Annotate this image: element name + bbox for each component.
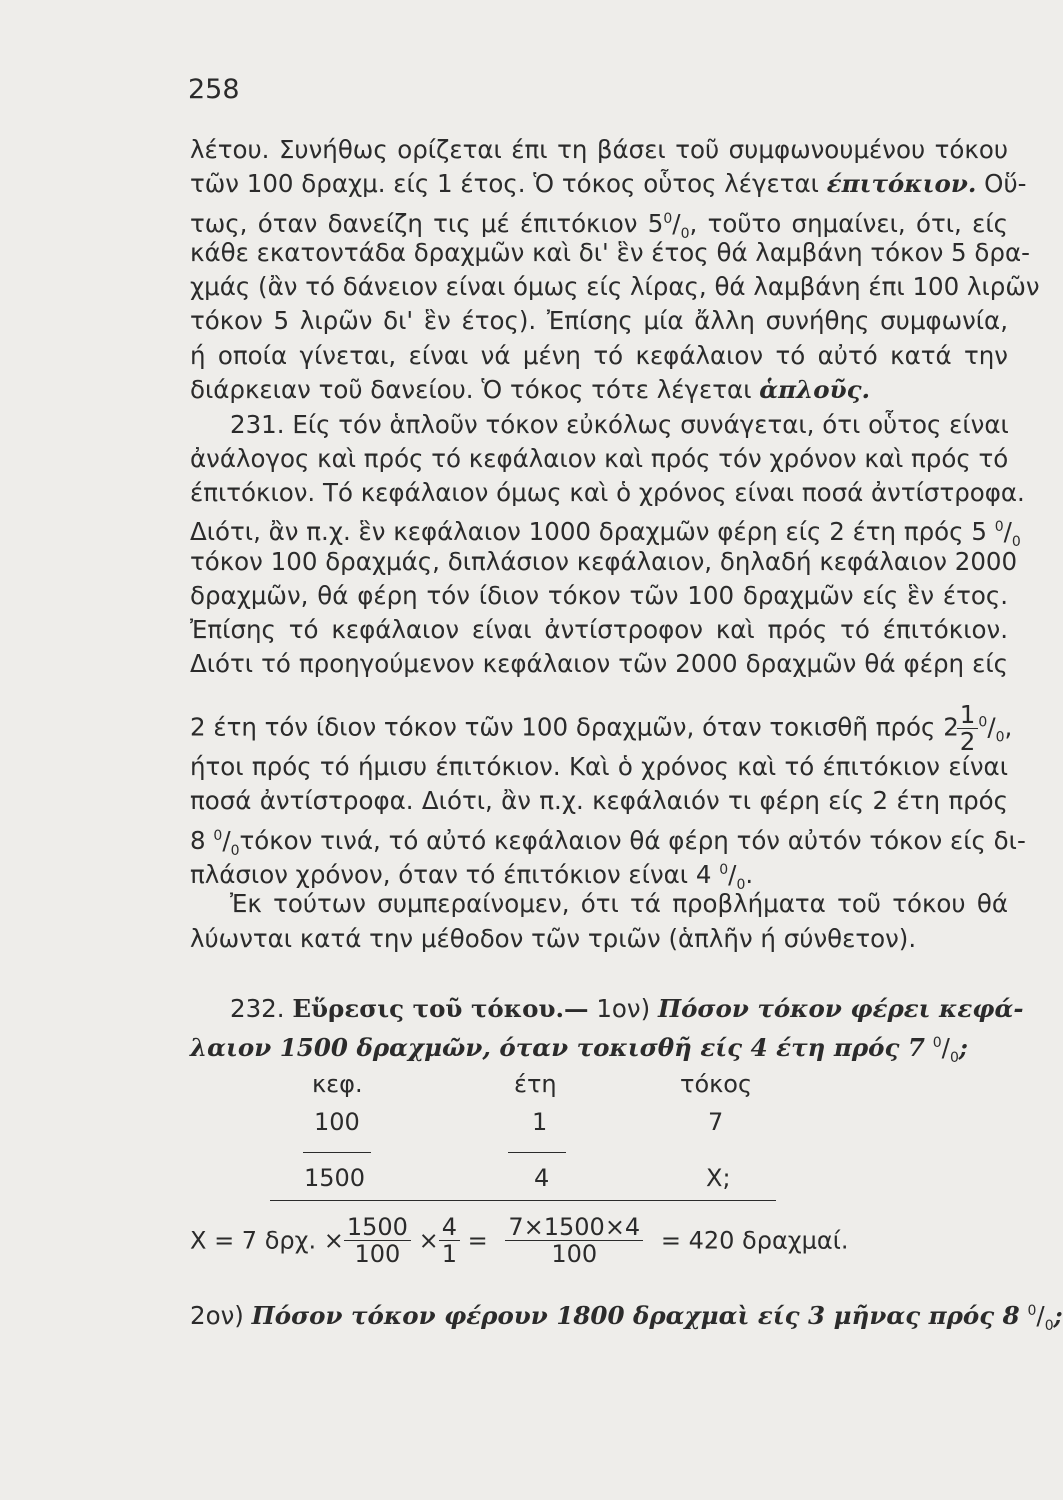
text-line: χμάς (ἂν τό δάνειον είναι όμως είς λίρας, θά λαμβάνη έπι 100 λιρῶν <box>190 272 1040 301</box>
table-cell: 100 <box>314 1108 360 1136</box>
table-header-years: έτη <box>514 1070 557 1098</box>
text-line: 2 έτη τόν ίδιον τόκον τῶν 100 δραχμῶν, όταν τοκισθῆ πρός 2 $\frac{1}{2}$ $^0/_0$, <box>190 700 1013 756</box>
text-line: τόκον 100 δραχμάς, διπλάσιον κεφάλαιον, δηλαδή κεφάλαιον 2000 <box>190 547 1018 576</box>
text-line: 8 $^0/_0\tau ό\kappa o\nu$ τινά, τό αὐτό κεφάλαιον θά φέρη τόν αὐτόν τόκον είς δι- <box>190 826 1026 860</box>
page-number: 258 <box>188 74 240 105</box>
text-line: ή οποία γίνεται, είναι νά μένη τό κεφάλαιον τό αὐτό κατά την <box>190 341 1008 370</box>
table-cell: 1 <box>532 1108 548 1136</box>
text-line: λύωνται κατά την μέθοδον τῶν τριῶν (ἁπλῆν ή σύνθετον). <box>190 924 917 953</box>
table-header-interest: τόκος <box>680 1070 753 1098</box>
table-cell: 7 <box>708 1108 724 1136</box>
fraction: $\frac{4}{1}$ <box>439 1214 460 1267</box>
table-cell: 4 <box>534 1164 550 1192</box>
formula: Χ = 7 δρχ. × $\frac{1500}{100}$ × $\frac{4}{1}$ = $\frac{7\times 1500\times 4}{100}$ = 420 δραχμαί. <box>190 1213 849 1268</box>
text-line: ἀνάλογος καὶ πρός τό κεφάλαιον καὶ πρός τόν χρόνον καὶ πρός τό <box>190 444 1009 473</box>
fraction-half: $\frac{1}{2}$ <box>957 702 979 755</box>
text-line: πλάσιον χρόνον, όταν τό έπιτόκιον είναι 4 $^0/_0$. <box>190 860 754 894</box>
text-line: Ἐκ τούτων συμπεραίνομεν, ότι τά προβλήματα τοῦ τόκου θά <box>230 889 1008 918</box>
example-232-question: λαιον 1500 δραχμῶν, όταν τοκισθῆ είς 4 έτη πρός 7 $^0/_0$; <box>190 1033 968 1067</box>
text-line: δραχμῶν, θά φέρη τόν ίδιον τόκον τῶν 100 δραχμῶν είς ἓν έτος. <box>190 581 1008 610</box>
text-line: λέτου. Συνήθως ορίζεται έπι τη βάσει τοῦ συμφωνουμένου τόκου <box>190 135 1008 164</box>
text-line: ποσά ἀντίστροφα. Διότι, ἂν π.χ. κεφάλαιόν τι φέρη είς 2 έτη πρός <box>190 786 1008 815</box>
text-line: διάρκειαν τοῦ δανείου. Ὁ τόκος τότε λέγεται ἁπλοῦς. <box>190 375 871 404</box>
table-cell: Χ; <box>706 1164 731 1192</box>
text-line: τόκον 5 λιρῶν δι' ἓν έτος). Ἐπίσης μία ἄλλη συνήθης συμφωνία, <box>190 306 1008 335</box>
text-line: 231. Είς τόν ἁπλοῦν τόκον εὐκόλως συνάγεται, ότι οὗτος είναι <box>230 410 1009 439</box>
term-epitokion: έπιτόκιον. <box>826 169 977 198</box>
text-line: Ἐπίσης τό κεφάλαιον είναι ἀντίστροφον καὶ πρός τό έπιτόκιον. <box>190 615 1008 644</box>
text-line: Διότι τό προηγούμενον κεφάλαιον τῶν 2000 δραχμῶν θά φέρη είς <box>190 649 1008 678</box>
fraction: $\frac{7\times 1500\times 4}{100}$ <box>495 1214 653 1267</box>
text-line: ήτοι πρός τό ήμισυ έπιτόκιον. Καὶ ὁ χρόνος καὶ τό έπιτόκιον είναι <box>190 752 1008 781</box>
example-232-question-2: 2ον) Πόσον τόκον φέρουν 1800 δραχμαὶ είς 3 μῆνας πρός 8 $^0/_0$; <box>190 1301 1063 1335</box>
table-header-capital: κεφ. <box>312 1070 363 1098</box>
text-line: Διότι, ἂν π.χ. ἓν κεφάλαιον 1000 δραχμῶν φέρη είς 2 έτη πρός 5 $^0/_0$ <box>190 517 1021 551</box>
term-aplous: ἁπλοῦς. <box>759 375 871 404</box>
table-divider <box>508 1152 566 1153</box>
text-line: τως, όταν δανείζη τις μέ έπιτόκιον $5^0/_0$, τοῦτο σημαίνει, ότι, είς <box>190 209 1008 243</box>
text-line: κάθε εκατοντάδα δραχμῶν καὶ δι' ἓν έτος θά λαμβάνη τόκον 5 δρα- <box>190 238 1030 267</box>
text-line: τῶν 100 δραχμ. είς 1 έτος. Ὁ τόκος οὗτος λέγεται έπιτόκιον. Οὕ- <box>190 169 1027 198</box>
table-bottom-rule <box>270 1200 776 1201</box>
fraction: $\frac{1500}{100}$ <box>344 1214 411 1267</box>
example-232-heading: 232. Εὕρεσις τοῦ τόκου.— 1ον) Πόσον τόκον φέρει κεφά- <box>230 994 1024 1023</box>
text-line: έπιτόκιον. Τό κεφάλαιον όμως καὶ ὁ χρόνος είναι ποσά ἀντίστροφα. <box>190 478 1025 507</box>
table-cell: 1500 <box>304 1164 366 1192</box>
table-divider <box>303 1152 371 1153</box>
